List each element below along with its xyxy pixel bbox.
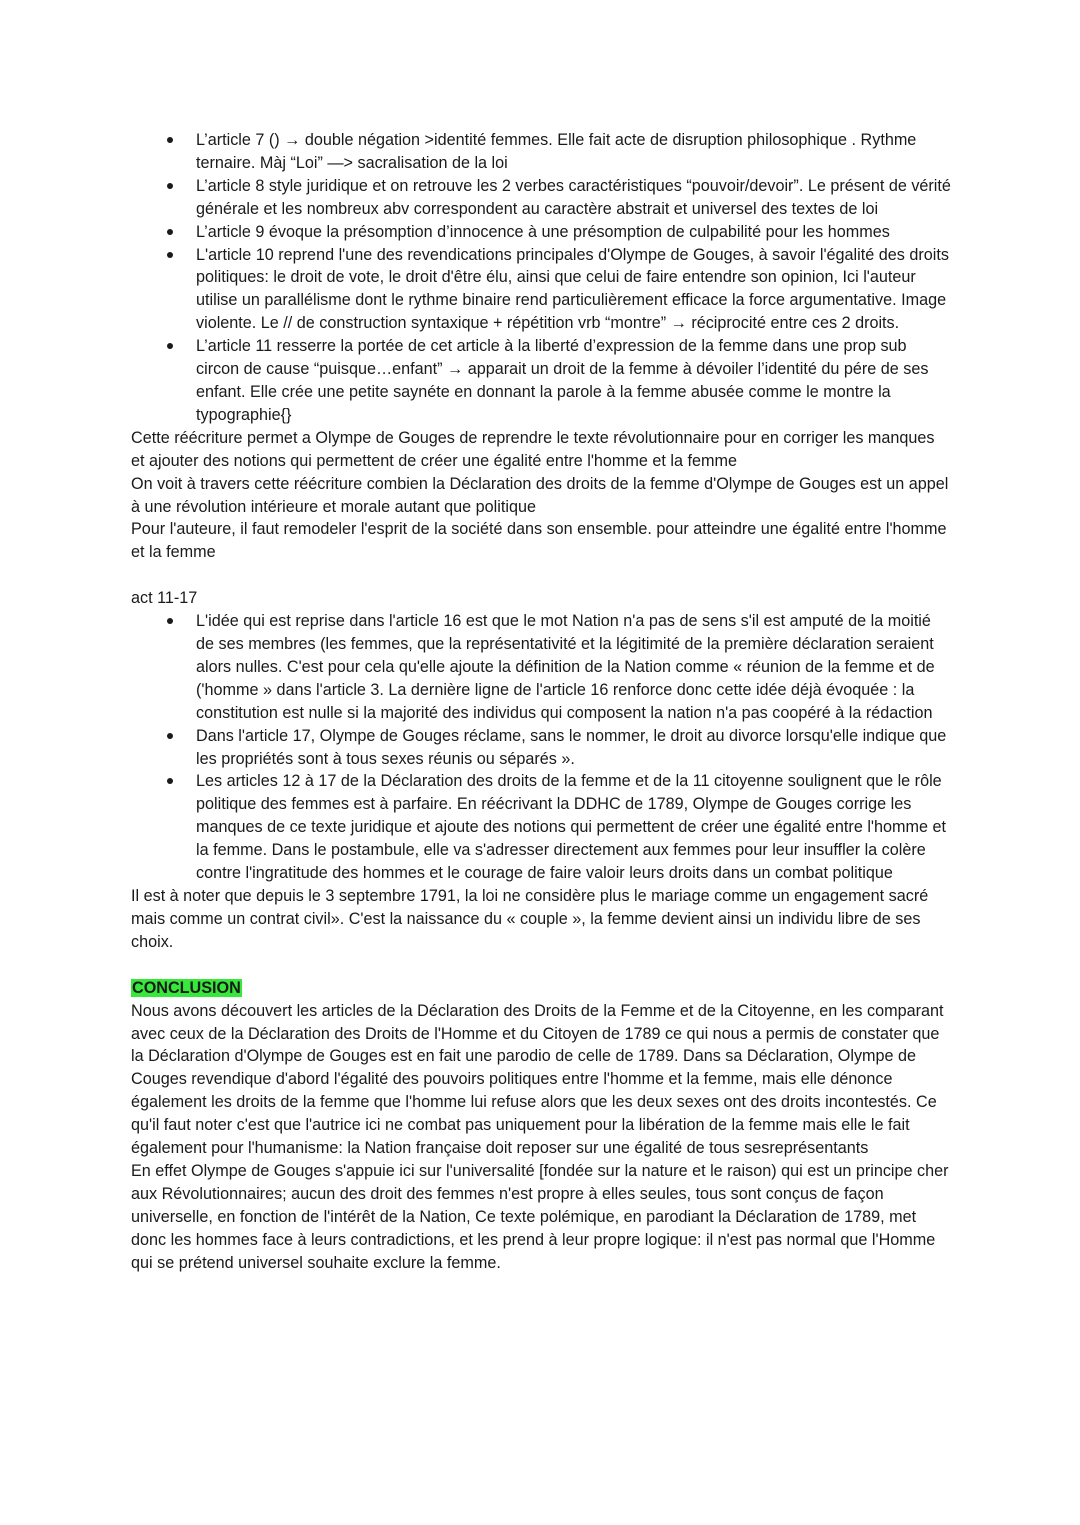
articles-7-11-list [131, 129, 951, 427]
spacer [131, 954, 951, 977]
list-item: L'idée qui est reprise dans l'article 16 est que le mot Nation n'a pas de sens s'il est amputé de la moitié de ses membres (les femmes, que la représentativité et la légitimité de la première déclaration seraient alors nulles. C'est pour cela qu'elle ajoute la définition de la Nation comme « réunion de la femme et de ('homme » dans l'article 3. La dernière ligne de l'article 16 renforce donc cette idée déjà évoquée : la constitution est nulle si la majorité des individus qui composent la nation n'a pas coopéré à la rédaction [131, 610, 951, 725]
list-item: L'article 10 reprend l'une des revendications principales d'Olympe de Gouges, à savoir l'égalité des droits politiques: le droit de vote, le droit d'être élu, ainsi que celui de faire entendre son opinion, Ici l'auteur utilise un parallélisme dont le rythme binaire rend particulièrement efficace la force argumentative. Image violente. Le // de construction syntaxique + répétition vrb “montre” → réciprocité entre ces 2 droits. [131, 244, 951, 336]
paragraph: Cette réécriture permet a Olympe de Gouges de reprendre le texte révolutionnaire pour en corriger les manques et ajouter des notions qui permettent de créer une égalité entre l'homme et la femme [131, 428, 935, 470]
document-page [131, 129, 951, 1275]
articles-11-17-list [131, 610, 951, 885]
conclusion-heading: CONCLUSION [132, 978, 241, 997]
spacer [131, 564, 951, 587]
paragraph: On voit à travers cette réécriture combien la Déclaration des droits de la femme d'Olympe de Gouges est un appel à une révolution intérieure et morale autant que politique [131, 474, 949, 516]
list-item: L’article 11 resserre la portée de cet article à la liberté d’expression de la femme dans une prop sub circon de cause “puisque…enfant” → apparait un droit de la femme à dévoiler l’identité du pére de ses enfant. Elle crée une petite saynéte en donnant la parole à la femme abusée comme le montre la typographie{} [131, 335, 951, 427]
section-label: act 11-17 [131, 589, 198, 608]
list-item: Les articles 12 à 17 de la Déclaration des droits de la femme et de la 11 citoyenne soulignent que le rôle politique des femmes est à parfaire. En réécrivant la DDHC de 1789, Olympe de Gouges corrige les manques de ce texte juridique et ajoute des notions qui permettent de créer une égalité entre l'homme et la femme. Dans le postambule, elle va s'adresser directement aux femmes pour leur insuffler la colère contre l'ingratitude des hommes et le courage de faire valoir leurs droits dans un combat politique [131, 770, 951, 885]
list-item: Dans l'article 17, Olympe de Gouges réclame, sans le nommer, le droit au divorce lorsqu'elle indique que les propriétés sont à tous sexes réunis ou séparés ». [131, 725, 951, 771]
paragraph: Il est à noter que depuis le 3 septembre 1791, la loi ne considère plus le mariage comme un engagement sacré mais comme un contrat civil». C'est la naissance du « couple », la femme devient ainsi un individu libre de ses choix. [131, 887, 929, 951]
list-item: L’article 8 style juridique et on retrouve les 2 verbes caractéristiques “pouvoir/devoir”. Le présent de vérité générale et les nombreux abv correspondent au caractère abstrait et universel des textes de loi [131, 175, 951, 221]
conclusion-heading-line [131, 977, 951, 1000]
paragraph: Nous avons découvert les articles de la Déclaration des Droits de la Femme et de la Citoyenne, en les comparant avec ceux de la Déclaration des Droits de l'Homme et du Citoyen de 1789 ce qui nous a permis de constater que la Déclaration d'Olympe de Gouges est en fait une parodio de celle de 1789. Dans sa Déclaration, Olympe de Couges revendique d'abord l'égalité des pouvoirs politiques entre l'homme et la femme, mais elle dénonce également les droits de la femme que l'homme lui refuse alors que les deux sexes ont des droits incontestés. Ce qu'il faut noter c'est que l'autrice ici ne combat pas uniquement pour la libération de la femme mais elle le fait également pour l'humanisme: la Nation française doit reposer sur une égalité de tous sesreprésentants [131, 1001, 944, 1158]
paragraph: Pour l'auteure, il faut remodeler l'esprit de la société dans son ensemble. pour atteindre une égalité entre l'homme et la femme [131, 520, 947, 562]
list-item: L’article 7 () → double négation >identité femmes. Elle fait acte de disruption philosophique . Rythme ternaire. Màj “Loi” —> sacralisation de la loi [131, 129, 951, 175]
list-item: L’article 9 évoque la présomption d’innocence à une présomption de culpabilité pour les hommes [131, 221, 951, 244]
paragraph: En effet Olympe de Gouges s'appuie ici sur l'universalité [fondée sur la nature et le raison) qui est un principe cher aux Révolutionnaires; aucun des droit des femmes n'est propre à elles seules, tous sont conçus de façon universelle, en fonction de l'intérêt de la Nation, Ce texte polémique, en parodiant la Déclaration de 1789, met donc les hommes face à leurs contradictions, et les prend à leur propre logique: il n'est pas normal que l'Homme qui se prétend universel souhaite exclure la femme. [131, 1161, 949, 1272]
